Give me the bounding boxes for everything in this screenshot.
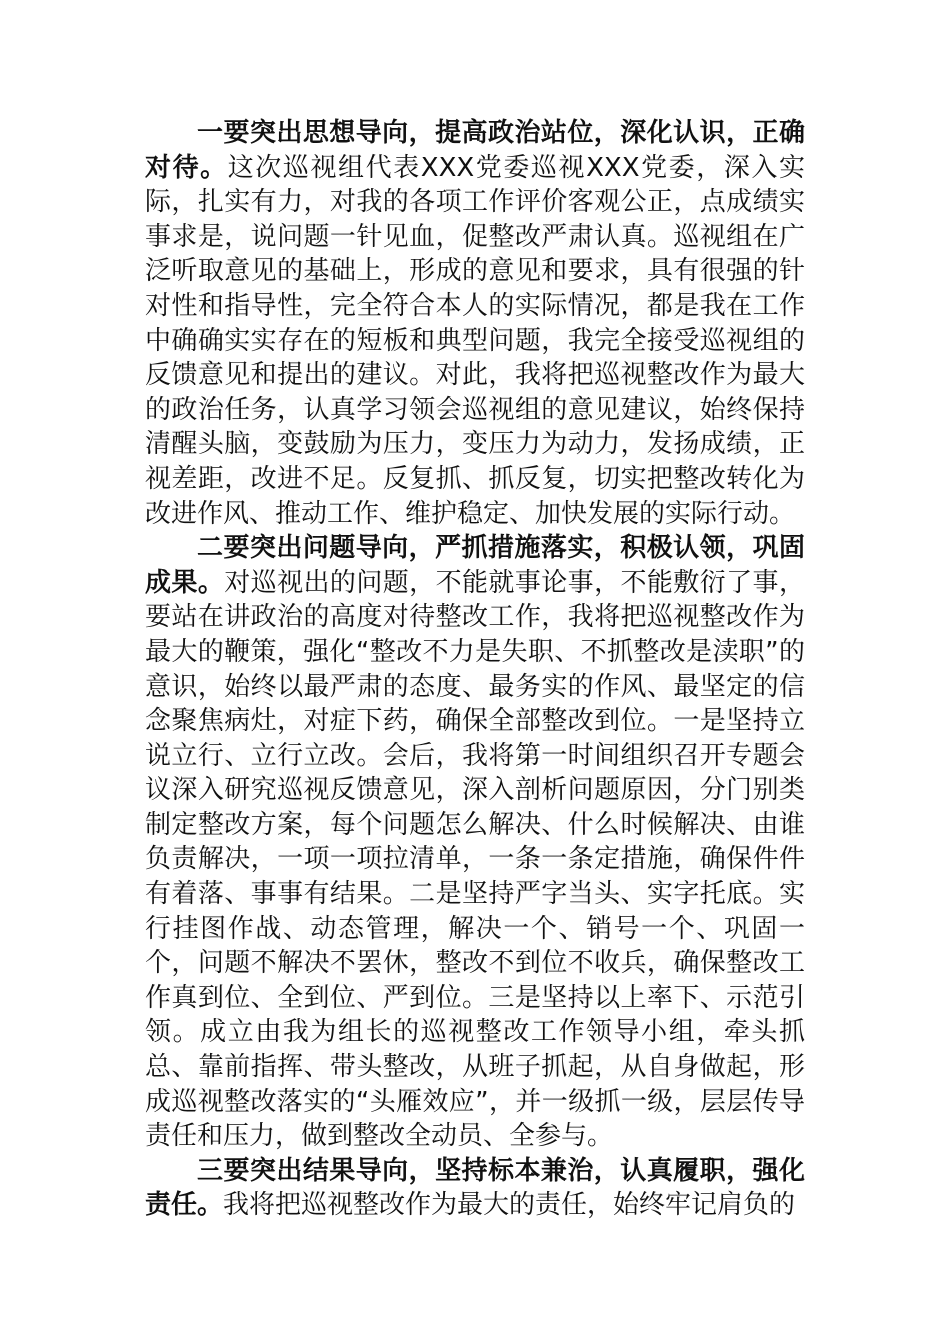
paragraph-heading: 三要突出结果导向，坚持标本兼治，认真履职，强化责任。 bbox=[145, 1155, 805, 1221]
paragraph-body: 对巡视出的问题，不能就事论事，不能敷衍了事，要站在讲政治的高度对待整改工作，我将把巡视整改作为最大的鞭策，强化“整改不力是失职、不抓整改是渎职”的意识，始终以最严肃的态度、最务实的作风、最坚定的信念聚焦病灶，对症下药，确保全部整改到位。一是坚持立说立行、立行立改。会后，我将第一时间组织召开专题会议深入研究巡视反馈意见，深入剖析问题原因，分门别类制定整改方案，每个问题怎么解决、什么时候解决、由谁负责解决，一项一项拉清单，一条一条定措施，确保件件有着落、事事有结果。二是坚持严字当头、实字托底。实行挂图作战、动态管理，解决一个、销号一个、巩固一个，问题不解决不罢休，整改不到位不收兵，确保整改工作真到位、全到位、严到位。三是坚持以上率下、示范引领。成立由我为组长的巡视整改工作领导小组，牵头抓总、靠前指挥、带头整改，从班子抓起，从自身做起，形成巡视整改落实的“头雁效应”，并一级抓一级，层层传导责任和压力，做到整改全动员、全参与。 bbox=[145, 567, 805, 1152]
paragraph-problem-orientation bbox=[145, 531, 805, 1154]
document-page bbox=[145, 116, 805, 1223]
paragraph-heading: 二要突出问题导向，严抓措施落实，积极认领，巩固成果。 bbox=[145, 533, 805, 598]
paragraph-body: 我将把巡视整改作为最大的责任，始终牢记肩负的 bbox=[223, 1190, 796, 1221]
paragraph-body: 这次巡视组代表XXX党委巡视XXX党委，深入实际，扎实有力，对我的各项工作评价客观公正，点成绩实事求是，说问题一针见血，促整改严肃认真。巡视组在广泛听取意见的基础上，形成的意见和要求，具有很强的针对性和指导性，完全符合本人的实际情况，都是我在工作中确确实实存在的短板和典型问题，我完全接受巡视组的反馈意见和提出的建议。对此，我将把巡视整改作为最大的政治任务，认真学习领会巡视组的意见建议，始终保持清醒头脑，变鼓励为压力，变压力为动力，发扬成绩，正视差距，改进不足。反复抓、抓反复，切实把整改转化为改进作风、推动工作、维护稳定、加快发展的实际行动。 bbox=[145, 152, 805, 529]
paragraph-ideological-orientation bbox=[145, 116, 805, 531]
paragraph-result-orientation bbox=[145, 1154, 805, 1223]
paragraph-heading: 一要突出思想导向，提高政治站位，深化认识，正确对待。 bbox=[145, 118, 805, 183]
